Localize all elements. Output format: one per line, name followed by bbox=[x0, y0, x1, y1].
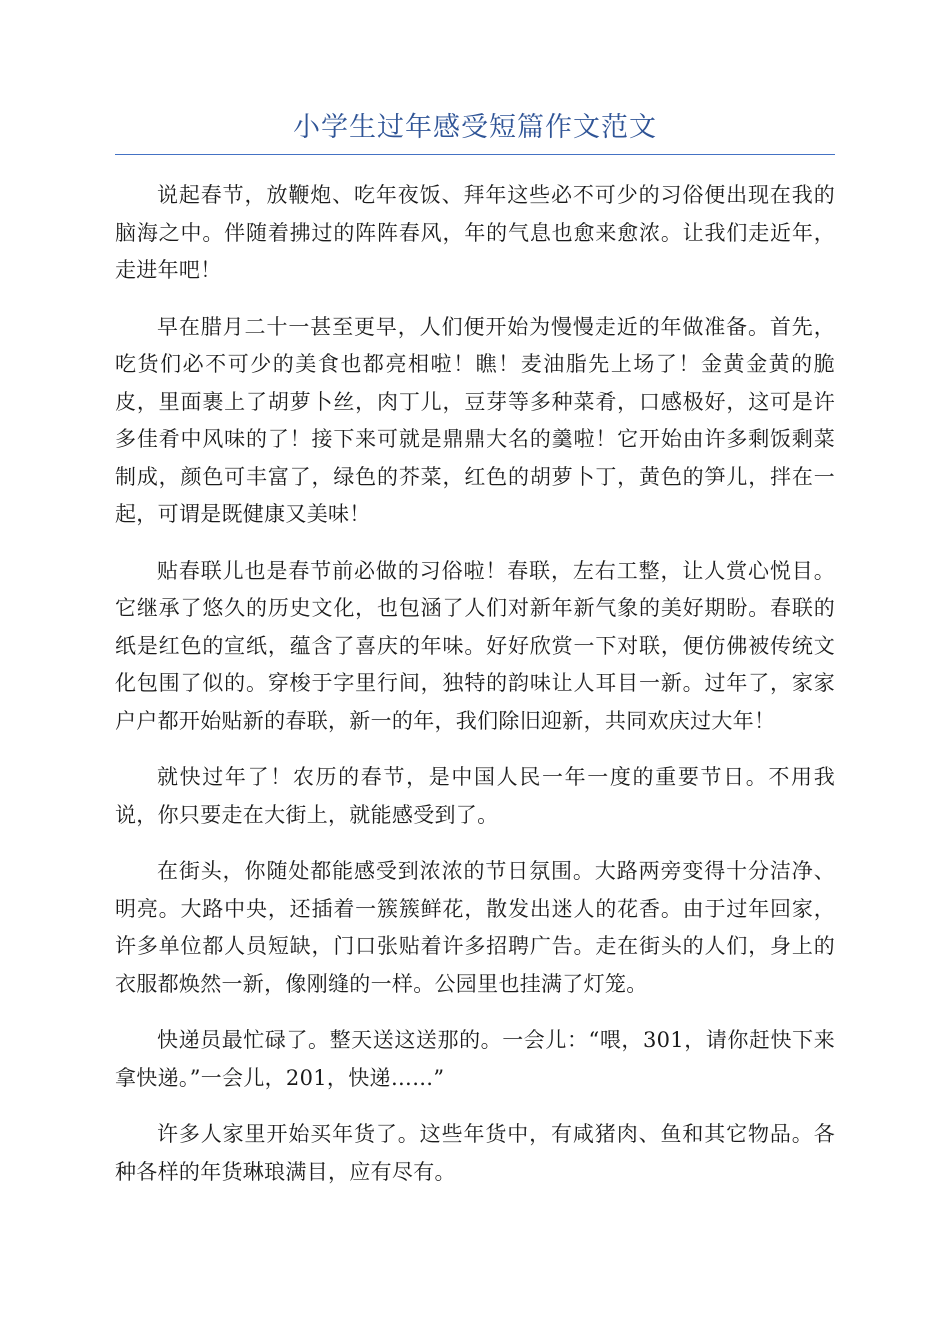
title-underline bbox=[115, 154, 835, 155]
paragraph-2: 早在腊月二十一甚至更早，人们便开始为慢慢走近的年做准备。首先，吃货们必不可少的美食也都亮相啦！瞧！麦油脂先上场了！金黄金黄的脆皮，里面裹上了胡萝卜丝，肉丁儿，豆芽等多种菜肴，口感极好，这可是许多佳肴中风味的了！接下来可就是鼎鼎大名的羹啦！它开始由许多剩饭剩菜制成，颜色可丰富了，绿色的芥菜，红色的胡萝卜丁，黄色的笋儿，拌在一起，可谓是既健康又美味！ bbox=[115, 314, 835, 526]
paragraph-5: 在街头，你随处都能感受到浓浓的节日氛围。大路两旁变得十分洁净、明亮。大路中央，还插着一簇簇鲜花，散发出迷人的花香。由于过年回家，许多单位都人员短缺，门口张贴着许多招聘广告。走在街头的人们，身上的衣服都焕然一新，像刚缝的一样。公园里也挂满了灯笼。 bbox=[115, 859, 835, 996]
paragraph-7: 许多人家里开始买年货了。这些年货中，有咸猪肉、鱼和其它物品。各种各样的年货琳琅满目，应有尽有。 bbox=[115, 1122, 835, 1184]
paragraph-3: 贴春联儿也是春节前必做的习俗啦！春联，左右工整，让人赏心悦目。它继承了悠久的历史文化，也包涵了人们对新年新气象的美好期盼。春联的纸是红色的宣纸，蕴含了喜庆的年味。好好欣赏一下对联，便仿佛被传统文化包围了似的。穿梭于字里行间，独特的韵味让人耳目一新。过年了，家家户户都开始贴新的春联，新一的年，我们除旧迎新，共同欢庆过大年！ bbox=[115, 558, 835, 733]
document-title: 小学生过年感受短篇作文范文 bbox=[293, 112, 657, 143]
paragraph-1: 说起春节，放鞭炮、吃年夜饭、拜年这些必不可少的习俗便出现在我的脑海之中。伴随着拂过的阵阵春风，年的气息也愈来愈浓。让我们走近年，走进年吧！ bbox=[115, 183, 835, 282]
paragraph-6: 快递员最忙碌了。整天送这送那的。一会儿：“喂，301，请你赶快下来拿快递。”一会儿，201，快递……” bbox=[115, 1028, 835, 1090]
document-body bbox=[115, 177, 835, 1210]
paragraph-4: 就快过年了！农历的春节，是中国人民一年一度的重要节日。不用我说，你只要走在大街上，就能感受到了。 bbox=[115, 765, 835, 827]
